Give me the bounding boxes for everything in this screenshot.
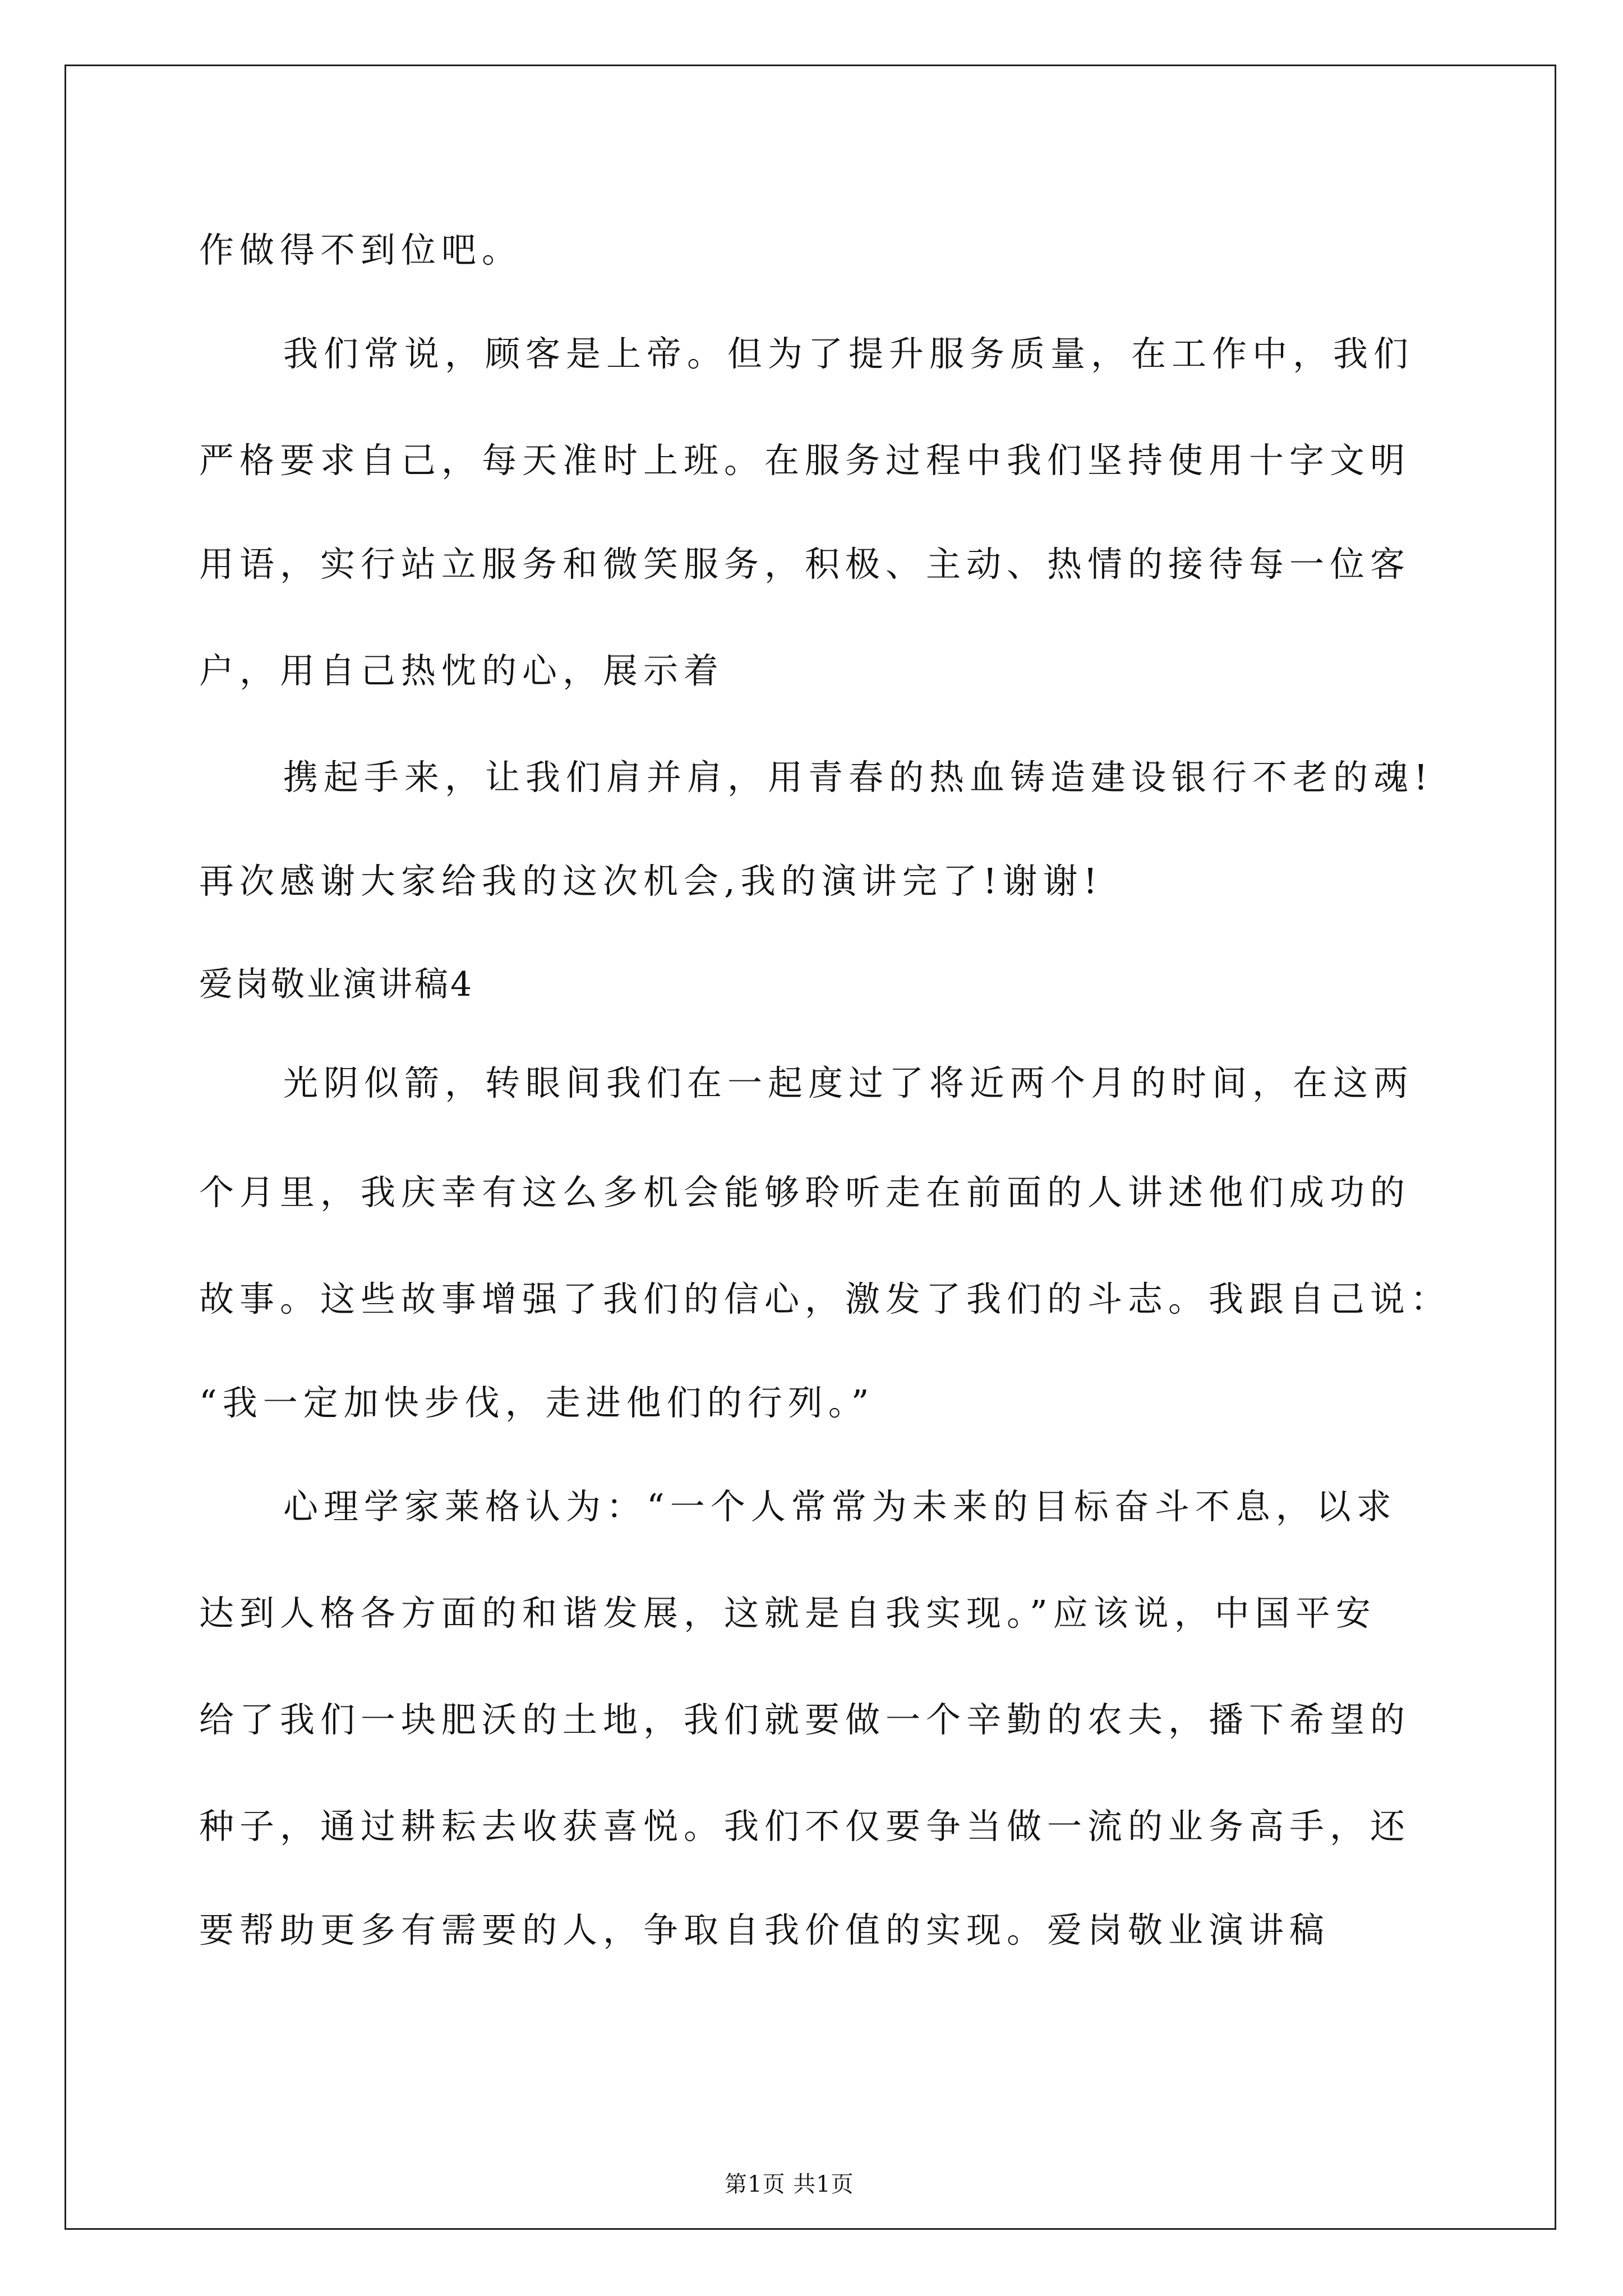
paragraph-line: 用语，实行站立服务和微笑服务，积极、主动、热情的接待每一位客 — [199, 544, 1411, 585]
page-border — [64, 65, 1556, 2230]
paragraph-line: 再次感谢大家给我的这次机会,我的演讲完了!谢谢! — [199, 861, 1103, 901]
paragraph-line: 我们常说，顾客是上帝。但为了提升服务质量，在工作中，我们 — [283, 333, 1414, 374]
paragraph-line: 给了我们一块肥沃的土地，我们就要做一个辛勤的农夫，播下希望的 — [199, 1699, 1411, 1740]
paragraph-line: 故事。这些故事增强了我们的信心，激发了我们的斗志。我跟自己说： — [199, 1278, 1451, 1319]
page-footer: 第1页 共1页 — [725, 2171, 854, 2197]
paragraph-line: 光阴似箭，转眼间我们在一起度过了将近两个月的时间，在这两 — [283, 1062, 1414, 1103]
paragraph-line: 作做得不到位吧。 — [199, 229, 523, 270]
paragraph-line: “我一定加快步伐，走进他们的行列。” — [199, 1382, 875, 1423]
paragraph-line: 心理学家莱格认为：“一个人常常为未来的目标奋斗不息，以求 — [283, 1486, 1397, 1527]
paragraph-line: 个月里，我庆幸有这么多机会能够聆听走在前面的人讲述他们成功的 — [199, 1172, 1411, 1213]
paragraph-line: 达到人格各方面的和谐发展，这就是自我实现。”应该说，中国平安 — [199, 1593, 1376, 1634]
section-heading: 爱岗敬业演讲稿4 — [199, 965, 474, 1004]
paragraph-line: 要帮助更多有需要的人，争取自我价值的实现。爱岗敬业演讲稿 — [199, 1910, 1330, 1950]
paragraph-line: 携起手来，让我们肩并肩，用青春的热血铸造建设银行不老的魂! — [283, 757, 1433, 798]
paragraph-line: 户，用自己热忱的心，展示着 — [199, 650, 725, 691]
paragraph-line: 种子，通过耕耘去收获喜悦。我们不仅要争当做一流的业务高手，还 — [199, 1806, 1411, 1847]
paragraph-line: 严格要求自己，每天准时上班。在服务过程中我们坚持使用十字文明 — [199, 440, 1411, 481]
